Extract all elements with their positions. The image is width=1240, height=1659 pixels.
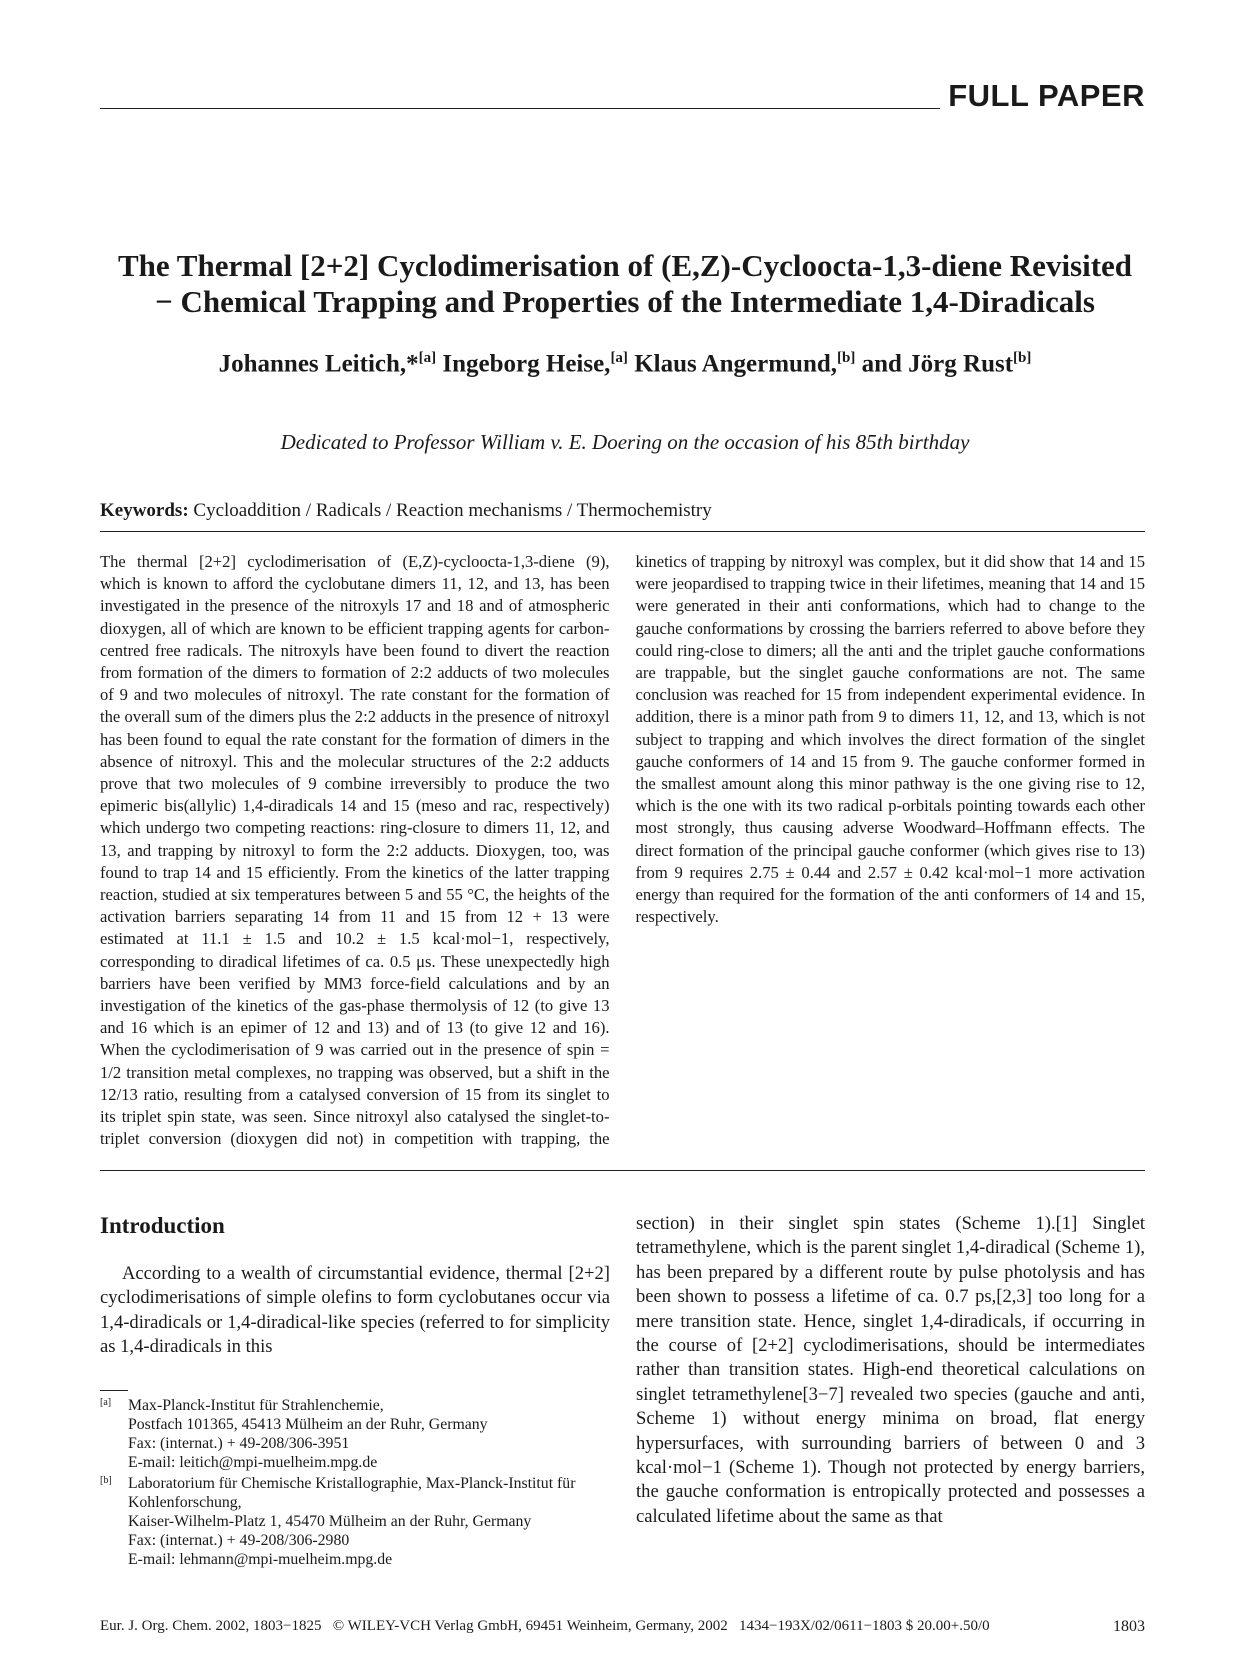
author-name: and Jörg Rust (855, 350, 1014, 378)
abstract-rule (100, 1170, 1145, 1171)
journal-citation: Eur. J. Org. Chem. 2002, 1803−1825 © WILEY-VCH Verlag GmbH, 69451 Weinheim, Germany, 2002 1434−193X/02/0611−1803 $ 20.00+.50/0 (100, 1618, 990, 1634)
author-name: Klaus Angermund, (627, 350, 838, 378)
header-rule (100, 108, 940, 109)
intro-paragraph-continued: section) in their singlet spin states (Scheme 1).[1] Singlet tetramethylene, which is the parent singlet 1,4-diradical (Scheme 1), has been prepared by a different route by pulse photolysis and has been shown to possess a lifetime of ca. 0.7 ps,[2,3] too long for a mere transition state. Hence, singlet 1,4-diradicals, if occurring in the course of [2+2] cyclodimerisations, should be intermediates rather than transition states. High-end theoretical calculations on singlet tetramethylene[3−7] revealed two species (gauche and anti, Scheme 1) without energy minima on broad, flat energy hypersurfaces, with surrounding barriers of between 0 and 3 kcal·mol−1 (Scheme 1). Though not protected by energy barriers, the gauche conformation is entropically protected and possesses a calculated lifetime about the same as that (636, 1213, 1145, 1527)
footnote-marker: [b] (100, 1475, 112, 1486)
page-number: 1803 (1113, 1618, 1145, 1635)
footnote-b (100, 1474, 610, 1569)
author-name: Johannes Leitich,* (218, 350, 419, 378)
author-name: Ingeborg Heise, (436, 350, 611, 378)
footnote-email[interactable]: E-mail: leitich@mpi-muelheim.mpg.de (128, 1454, 378, 1471)
footnote-a (100, 1396, 610, 1472)
affiliation-marker: [a] (418, 350, 437, 366)
keywords (100, 500, 1145, 522)
dedication: Dedicated to Professor William v. E. Doering on the occasion of his 85th birthday (280, 430, 970, 454)
footnote-line: Laboratorium für Chemische Kristallographie, Max-Planck-Institut für Kohlenforschung, (128, 1475, 576, 1511)
footnote-line: Kaiser-Wilhelm-Platz 1, 45470 Mülheim an der Ruhr, Germany (128, 1513, 532, 1530)
page-footer (100, 1618, 1145, 1636)
abstract: The thermal [2+2] cyclodimerisation of (E,Z)-cycloocta-1,3-diene (9), which is known to afford the cyclobutane dimers 11, 12, and 13, has been investigated in the presence of the nitroxyls 17 and 18 and of atmospheric dioxygen, all of which are known to be efficient trapping agents for carbon-centred free radicals. The nitroxyls have been found to divert the reaction from formation of the dimers to formation of 2:2 adducts of two molecules of 9 and two molecules of nitroxyl. The rate constant for the formation of the overall sum of the dimers plus the 2:2 adducts in the presence of nitroxyl has been found to equal the rate constant for the formation of dimers in the absence of nitroxyl. This and the molecular structures of the 2:2 adducts prove that two molecules of 9 combine irreversibly to produce the two epimeric bis(allylic) 1,4-diradicals 14 and 15 (meso and rac, respectively) which undergo two competing reactions: ring-closure to dimers 11, 12, and 13, and trapping by nitroxyl to form the 2:2 adducts. Dioxygen, too, was found to trap 14 and 15 efficiently. From the kinetics of the latter trapping reaction, studied at six temperatures between 5 and 55 °C, the heights of the activation barriers separating 14 from 11 and 15 from 12 + 13 were estimated at 11.1 ± 1.5 and 10.2 ± 1.5 kcal·mol−1, respectively, corresponding to diradical lifetimes of ca. 0.5 μs. These unexpectedly high barriers have been verified by MM3 force-field calculations and by an investigation of the kinetics of the gas-phase thermolysis of 12 (to give 13 and 16 which is an epimer of 12 and 13) and of 13 (to give 12 and 16). When the cyclodimerisation of 9 was carried out in the presence of spin = 1/2 transition metal complexes, no trapping was observed, but a shift in the 12/13 ratio, resulting from a catalysed conversion of 15 from its singlet to its triplet spin state, was seen. Since nitroxyl also catalysed the singlet-to-triplet conversion (dioxygen did not) in competition with trapping, the kinetics of trapping by nitroxyl was complex, but it did show that 14 and 15 were jeopardised to trapping twice in their lifetimes, meaning that 14 and 15 were generated in their anti conformations, which had to change to the gauche conformations by crossing the barriers referred to above before they could ring-close to dimers; all the anti and the triplet gauche conformations are trappable, but the singlet gauche conformations are not. The same conclusion was reached for 15 from independent experimental evidence. In addition, there is a minor path from 9 to dimers 11, 12, and 13, which is not subject to trapping and which involves the direct formation of the singlet gauche conformers of 14 and 15 from 9. The gauche conformer formed in the smallest amount along this minor pathway is the one giving rise to 12, which is the one with its two radical p-orbitals pointing towards each other most strongly, thus causing adverse Woodward–Hoffmann effects. The direct formation of the principal gauche conformer (which gives rise to 13) from 9 requires 2.75 ± 0.44 and 2.57 ± 0.42 kcal·mol−1 more activation energy than required for the formation of the anti conformers of 14 and 15, respectively. (100, 552, 1145, 1149)
keywords-label: Keywords: (100, 500, 189, 521)
footnote-rule (100, 1390, 128, 1391)
paper-title (60, 248, 1190, 320)
title-line-2: − Chemical Trapping and Properties of the Intermediate 1,4-Diradicals (155, 284, 1095, 319)
section-heading: Introduction (100, 1213, 225, 1238)
author-list (60, 350, 1190, 378)
affiliation-marker: [a] (610, 350, 628, 366)
keywords-text: Cycloaddition / Radicals / Reaction mechanisms / Thermochemistry (188, 500, 712, 521)
footnote-marker: [a] (100, 1397, 112, 1408)
footnote-line: Fax: (internat.) + 49-208/306-2980 (128, 1532, 350, 1549)
footnote-email[interactable]: E-mail: lehmann@mpi-muelheim.mpg.de (128, 1551, 393, 1568)
title-line-1: The Thermal [2+2] Cyclodimerisation of (E,Z)-Cycloocta-1,3-diene Revisited (117, 248, 1133, 283)
intro-paragraph: According to a wealth of circumstantial evidence, thermal [2+2] cyclodimerisations of simple olefins to form cyclobutanes occur via 1,4-diradicals or 1,4-diradical-like species (referred to for simplicity as 1,4-diradicals in this (100, 1263, 610, 1358)
affiliation-marker: [b] (1013, 350, 1032, 366)
section-label: FULL PAPER (948, 78, 1145, 113)
keywords-rule (100, 531, 1145, 532)
footnote-line: Postfach 101365, 45413 Mülheim an der Ruhr, Germany (128, 1416, 488, 1433)
footnote-line: Max-Planck-Institut für Strahlenchemie, (128, 1397, 384, 1414)
footnotes (100, 1396, 610, 1569)
affiliation-marker: [b] (837, 350, 856, 366)
footnote-line: Fax: (internat.) + 49-208/306-3951 (128, 1435, 350, 1452)
section-header (100, 78, 1145, 114)
